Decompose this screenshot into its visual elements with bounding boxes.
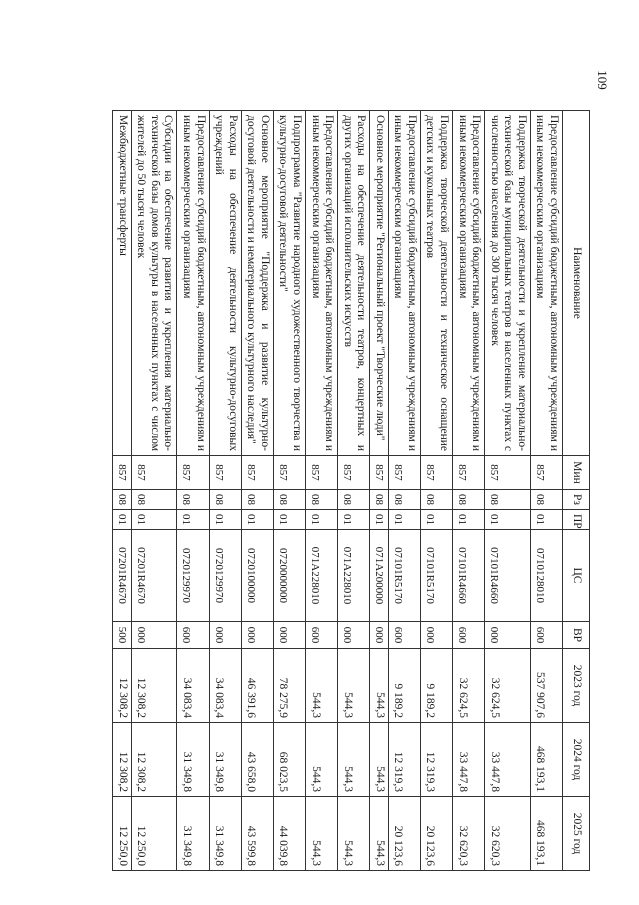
row-2023: 544,3 [338, 649, 370, 723]
row-rz: 08 [420, 490, 452, 510]
row-2025: 32 620,3 [453, 797, 485, 871]
row-name: Расходы на обеспечение деятельности культурно-досуговых учреждений [209, 111, 241, 456]
row-min: 857 [306, 456, 338, 490]
row-2024: 33 447,8 [485, 723, 531, 797]
table-row [177, 111, 209, 871]
row-vr: 000 [131, 622, 177, 649]
row-rz: 08 [209, 490, 241, 510]
row-pr: 01 [420, 510, 452, 530]
table-body [113, 111, 563, 871]
row-rz: 08 [273, 490, 305, 510]
row-cs: 07101R5170 [388, 530, 420, 622]
row-cs: 0720100000 [241, 530, 273, 622]
row-vr: 000 [485, 622, 531, 649]
row-cs: 071A228010 [306, 530, 338, 622]
row-rz: 08 [338, 490, 370, 510]
row-pr: 01 [388, 510, 420, 530]
table-row [241, 111, 273, 871]
row-2025: 43 599,8 [241, 797, 273, 871]
row-vr: 600 [530, 622, 562, 649]
row-2024: 544,3 [370, 723, 389, 797]
row-name: Субсидии на обеспечение развития и укрепления материально-технической базы домов культуры в населенных пунктах с числом жителей до 50 тысяч человек [131, 111, 177, 456]
row-min: 857 [388, 456, 420, 490]
row-2025: 468 193,1 [530, 797, 562, 871]
row-min: 857 [177, 456, 209, 490]
row-vr: 000 [209, 622, 241, 649]
row-vr: 000 [273, 622, 305, 649]
row-2023: 34 083,4 [209, 649, 241, 723]
row-cs: 07201R4670 [131, 530, 177, 622]
row-min: 857 [209, 456, 241, 490]
row-rz: 08 [485, 490, 531, 510]
row-name: Предоставление субсидий бюджетным, автономным учреждениям и иным некоммерческим организациям [306, 111, 338, 456]
row-2025: 12 250,0 [113, 797, 132, 871]
table-row [388, 111, 420, 871]
row-vr: 500 [113, 622, 132, 649]
header-2025: 2025 год [563, 797, 590, 871]
row-min: 857 [131, 456, 177, 490]
row-name: Предоставление субсидий бюджетным, автономным учреждениям и иным некоммерческим организациям [530, 111, 562, 456]
row-min: 857 [485, 456, 531, 490]
row-2025: 31 349,8 [209, 797, 241, 871]
table-header-row [563, 111, 590, 871]
row-2023: 78 275,9 [273, 649, 305, 723]
row-name: Основное мероприятие "Поддержка и развитие культурно-досуговой деятельности и нематериального культурного наследия" [241, 111, 273, 456]
row-2025: 32 620,3 [485, 797, 531, 871]
row-min: 857 [113, 456, 132, 490]
row-min: 857 [273, 456, 305, 490]
table-row [485, 111, 531, 871]
row-name: Расходы на обеспечение деятельности театров, концертных и других организаций исполнительских искусств [338, 111, 370, 456]
row-vr: 600 [306, 622, 338, 649]
table-row [453, 111, 485, 871]
row-2025: 544,3 [370, 797, 389, 871]
row-2024: 544,3 [338, 723, 370, 797]
row-2023: 12 308,2 [113, 649, 132, 723]
row-2023: 46 391,6 [241, 649, 273, 723]
header-vr: ВР [563, 622, 590, 649]
row-pr: 01 [209, 510, 241, 530]
row-vr: 000 [241, 622, 273, 649]
row-2025: 20 123,6 [388, 797, 420, 871]
row-pr: 01 [453, 510, 485, 530]
row-2025: 44 039,8 [273, 797, 305, 871]
row-pr: 01 [370, 510, 389, 530]
table-row [113, 111, 132, 871]
row-rz: 08 [530, 490, 562, 510]
row-vr: 000 [338, 622, 370, 649]
row-pr: 01 [306, 510, 338, 530]
row-2024: 31 349,8 [209, 723, 241, 797]
row-cs: 071A228010 [338, 530, 370, 622]
row-name: Основное мероприятие "Региональный проект "Творческие люди" [370, 111, 389, 456]
table-row [370, 111, 389, 871]
row-2024: 12 319,3 [420, 723, 452, 797]
header-2024: 2024 год [563, 723, 590, 797]
row-cs: 0720129970 [177, 530, 209, 622]
row-cs: 07101R4660 [453, 530, 485, 622]
row-min: 857 [453, 456, 485, 490]
budget-table [112, 110, 590, 871]
table-row [530, 111, 562, 871]
row-rz: 08 [306, 490, 338, 510]
row-pr: 01 [273, 510, 305, 530]
row-min: 857 [420, 456, 452, 490]
page-number: 109 [594, 70, 610, 90]
row-2024: 12 308,2 [131, 723, 177, 797]
row-cs: 0720129970 [209, 530, 241, 622]
row-2025: 20 123,6 [420, 797, 452, 871]
row-name: Межбюджетные трансферты [113, 111, 132, 456]
row-rz: 08 [370, 490, 389, 510]
row-cs: 07101R5170 [420, 530, 452, 622]
table-row [131, 111, 177, 871]
row-vr: 000 [420, 622, 452, 649]
row-2024: 68 023,5 [273, 723, 305, 797]
table-row [209, 111, 241, 871]
row-min: 857 [338, 456, 370, 490]
header-2023: 2023 год [563, 649, 590, 723]
row-rz: 08 [113, 490, 132, 510]
row-2024: 468 193,1 [530, 723, 562, 797]
row-rz: 08 [453, 490, 485, 510]
row-2023: 32 624,5 [453, 649, 485, 723]
row-2024: 43 658,0 [241, 723, 273, 797]
table-row [420, 111, 452, 871]
header-pr: ПР [563, 510, 590, 530]
row-pr: 01 [241, 510, 273, 530]
row-pr: 01 [530, 510, 562, 530]
row-cs: 0720000000 [273, 530, 305, 622]
row-2023: 34 083,4 [177, 649, 209, 723]
row-rz: 08 [388, 490, 420, 510]
row-2023: 9 189,2 [420, 649, 452, 723]
header-cs: ЦС [563, 530, 590, 622]
row-2024: 31 349,8 [177, 723, 209, 797]
row-name: Предоставление субсидий бюджетным, автономным учреждениям и иным некоммерческим организациям [453, 111, 485, 456]
row-min: 857 [370, 456, 389, 490]
row-vr: 000 [370, 622, 389, 649]
row-cs: 0710128010 [530, 530, 562, 622]
header-name: Наименование [563, 111, 590, 456]
row-cs: 07101R4660 [485, 530, 531, 622]
row-name: Поддержка творческой деятельности и укрепление материально-технической базы муниципальных театров в населенных пунктах с численностью населения до 300 тысяч человек [485, 111, 531, 456]
row-pr: 01 [131, 510, 177, 530]
row-vr: 600 [177, 622, 209, 649]
row-name: Предоставление субсидий бюджетным, автономным учреждениям и иным некоммерческим организациям [388, 111, 420, 456]
header-rz: Рз [563, 490, 590, 510]
row-2025: 544,3 [306, 797, 338, 871]
table-row [273, 111, 305, 871]
row-rz: 08 [177, 490, 209, 510]
row-2023: 537 907,6 [530, 649, 562, 723]
row-2025: 12 250,0 [131, 797, 177, 871]
row-min: 857 [530, 456, 562, 490]
row-2024: 12 308,2 [113, 723, 132, 797]
row-2025: 544,3 [338, 797, 370, 871]
row-vr: 600 [453, 622, 485, 649]
row-cs: 07201R4670 [113, 530, 132, 622]
rotated-sheet [45, 110, 590, 870]
row-pr: 01 [338, 510, 370, 530]
row-vr: 600 [388, 622, 420, 649]
table-row [306, 111, 338, 871]
row-rz: 08 [241, 490, 273, 510]
row-cs: 071A200000 [370, 530, 389, 622]
row-2024: 12 319,3 [388, 723, 420, 797]
row-pr: 01 [113, 510, 132, 530]
table-row [338, 111, 370, 871]
row-2024: 33 447,8 [453, 723, 485, 797]
row-2023: 9 189,2 [388, 649, 420, 723]
row-pr: 01 [177, 510, 209, 530]
row-name: Предоставление субсидий бюджетным, автономным учреждениям и иным некоммерческим организациям [177, 111, 209, 456]
header-min: Мин [563, 456, 590, 490]
row-pr: 01 [485, 510, 531, 530]
row-2025: 31 349,8 [177, 797, 209, 871]
row-name: Поддержка творческой деятельности и техническое оснащение детских и кукольных театров [420, 111, 452, 456]
row-2023: 12 308,2 [131, 649, 177, 723]
row-2024: 544,3 [306, 723, 338, 797]
row-2023: 544,3 [306, 649, 338, 723]
row-rz: 08 [131, 490, 177, 510]
row-2023: 544,3 [370, 649, 389, 723]
row-min: 857 [241, 456, 273, 490]
row-name: Подпрограмма "Развитие народного художественного творчества и культурно-досуговой деятельности" [273, 111, 305, 456]
row-2023: 32 624,5 [485, 649, 531, 723]
